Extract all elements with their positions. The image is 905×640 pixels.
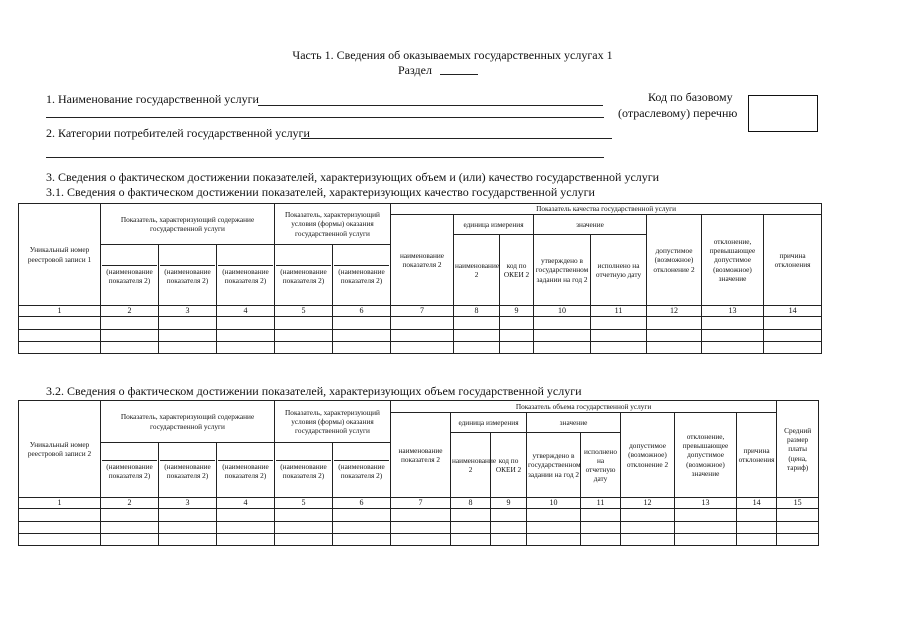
header-unique-number: Уникальный номер реестровой записи 1 (19, 204, 101, 306)
code-box[interactable] (748, 95, 818, 132)
table-cell[interactable] (19, 317, 101, 330)
table-cell[interactable] (647, 330, 702, 342)
column-number: 6 (333, 306, 391, 317)
column-number: 11 (591, 306, 647, 317)
column-number: 14 (764, 306, 822, 317)
table-cell[interactable] (777, 509, 819, 522)
table-cell[interactable] (764, 330, 822, 342)
table-cell[interactable] (391, 317, 454, 330)
table-cell[interactable] (591, 330, 647, 342)
table-cell[interactable] (101, 534, 159, 546)
table-cell[interactable] (275, 317, 333, 330)
table-row[interactable] (19, 330, 822, 342)
table-cell[interactable] (647, 317, 702, 330)
table-cell[interactable] (591, 342, 647, 354)
table-cell[interactable] (581, 509, 621, 522)
table-cell[interactable] (737, 509, 777, 522)
table-cell[interactable] (491, 522, 527, 534)
header-sub-indicator: (наименование показателя 2) (159, 245, 217, 306)
header-sub-indicator: (наименование показателя 2) (101, 245, 159, 306)
table-cell[interactable] (621, 522, 675, 534)
column-number-row (19, 306, 822, 317)
column-number: 1 (19, 306, 101, 317)
header-deviation-exceeding: отклонение, превышающее допустимое (возможное) значение (675, 413, 737, 498)
table-cell[interactable] (159, 534, 217, 546)
table-cell[interactable] (500, 342, 534, 354)
table-cell[interactable] (217, 534, 275, 546)
table-cell[interactable] (333, 522, 391, 534)
table-cell[interactable] (217, 509, 275, 522)
table-cell[interactable] (702, 330, 764, 342)
service-name-label: 1. Наименование государственной услуги (46, 92, 259, 106)
table-cell[interactable] (275, 534, 333, 546)
table-cell[interactable] (275, 522, 333, 534)
column-number: 8 (454, 306, 500, 317)
header-indicator-name: наименование показателя 2 (391, 215, 454, 306)
table-cell[interactable] (491, 509, 527, 522)
table-cell[interactable] (491, 534, 527, 546)
header-unit: единица измерения (454, 215, 534, 235)
volume-table (18, 400, 819, 546)
table-cell[interactable] (737, 522, 777, 534)
table-cell[interactable] (534, 317, 591, 330)
column-number: 3 (159, 306, 217, 317)
table-cell[interactable] (527, 534, 581, 546)
column-number: 5 (275, 306, 333, 317)
service-name-field-line2[interactable] (46, 117, 604, 118)
header-sub-indicator: (наименование показателя 2) (333, 443, 391, 498)
header-average-price: Средний размер платы (цена, тариф) (777, 401, 819, 498)
table-cell[interactable] (527, 522, 581, 534)
table-cell[interactable] (451, 522, 491, 534)
table-cell[interactable] (454, 342, 500, 354)
header-allowed-deviation: допустимое (возможное) отклонение 2 (621, 413, 675, 498)
table-cell[interactable] (101, 509, 159, 522)
consumers-field-line2[interactable] (46, 157, 604, 158)
column-number: 9 (500, 306, 534, 317)
table-cell[interactable] (19, 342, 101, 354)
table-cell[interactable] (500, 317, 534, 330)
table-cell[interactable] (19, 330, 101, 342)
consumers-field[interactable] (301, 138, 612, 139)
header-approved: утверждено в государственном задании на год 2 (534, 235, 591, 306)
code-label-line1: Код по базовому (648, 90, 733, 104)
table-cell[interactable] (217, 330, 275, 342)
header-conditions-indicator: Показатель, характеризующий условия (формы) оказания государственной услуги (275, 401, 391, 443)
table-cell[interactable] (451, 509, 491, 522)
table-cell[interactable] (333, 509, 391, 522)
table-row[interactable] (19, 509, 819, 522)
column-number: 7 (391, 498, 451, 509)
header-value: значение (527, 413, 621, 433)
column-number: 12 (647, 306, 702, 317)
table-cell[interactable] (454, 317, 500, 330)
table-cell[interactable] (675, 534, 737, 546)
header-conditions-indicator: Показатель, характеризующий условия (формы) оказания государственной услуги (275, 204, 391, 245)
table-cell[interactable] (101, 522, 159, 534)
header-sub-indicator: (наименование показателя 2) (275, 245, 333, 306)
table-cell[interactable] (702, 342, 764, 354)
table-cell[interactable] (675, 509, 737, 522)
header-executed: исполнено на отчетную дату (581, 433, 621, 498)
table-cell[interactable] (275, 509, 333, 522)
table-cell[interactable] (159, 330, 217, 342)
table-cell[interactable] (391, 509, 451, 522)
part-title: Часть 1. Сведения об оказываемых государственных услугах 1 (292, 48, 613, 62)
header-sub-indicator: (наименование показателя 2) (217, 443, 275, 498)
table-cell[interactable] (333, 317, 391, 330)
header-allowed-deviation: допустимое (возможное) отклонение 2 (647, 215, 702, 306)
code-label-line2: (отраслевому) перечню (618, 106, 738, 120)
table-cell[interactable] (534, 342, 591, 354)
table-cell[interactable] (333, 342, 391, 354)
table-cell[interactable] (591, 317, 647, 330)
table-cell[interactable] (391, 522, 451, 534)
service-name-field[interactable] (258, 105, 603, 106)
section-label: Раздел (398, 63, 432, 77)
table-cell[interactable] (581, 534, 621, 546)
table-cell[interactable] (217, 522, 275, 534)
table-cell[interactable] (19, 509, 101, 522)
table-cell[interactable] (19, 522, 101, 534)
header-unit: единица измерения (451, 413, 527, 433)
table-cell[interactable] (454, 330, 500, 342)
column-number: 10 (527, 498, 581, 509)
table-cell[interactable] (777, 534, 819, 546)
table-cell[interactable] (19, 534, 101, 546)
column-number: 12 (621, 498, 675, 509)
consumers-label: 2. Категории потребителей государственной услуги (46, 126, 310, 140)
column-number: 2 (101, 498, 159, 509)
header-indicator-name: наименование показателя 2 (391, 413, 451, 498)
table-cell[interactable] (101, 342, 159, 354)
header-content-indicator: Показатель, характеризующий содержание государственной услуги (101, 401, 275, 443)
table-cell[interactable] (391, 534, 451, 546)
table-cell[interactable] (275, 342, 333, 354)
header-okei: код по ОКЕИ 2 (491, 433, 527, 498)
table-row[interactable] (19, 342, 822, 354)
table-cell[interactable] (159, 342, 217, 354)
header-sub-indicator: (наименование показателя 2) (159, 443, 217, 498)
table-cell[interactable] (621, 534, 675, 546)
header-sub-indicator: (наименование показателя 2) (101, 443, 159, 498)
header-sub-indicator: (наименование показателя 2) (275, 443, 333, 498)
header-executed: исполнено на отчетную дату (591, 235, 647, 306)
section3-heading: 3. Сведения о фактическом достижении показателей, характеризующих объем и (или) качество государственной услуги (46, 170, 660, 184)
column-number-row (19, 498, 819, 509)
table-cell[interactable] (217, 317, 275, 330)
header-value: значение (534, 215, 647, 235)
header-sub-indicator: (наименование показателя 2) (217, 245, 275, 306)
header-content-indicator: Показатель, характеризующий содержание государственной услуги (101, 204, 275, 245)
table-row[interactable] (19, 522, 819, 534)
section32-heading: 3.2. Сведения о фактическом достижении показателей, характеризующих объем государственной услуги (46, 384, 582, 398)
table-cell[interactable] (451, 534, 491, 546)
table-cell[interactable] (159, 509, 217, 522)
column-number: 8 (451, 498, 491, 509)
header-quality-indicator: Показатель качества государственной услуги (391, 204, 822, 215)
table-cell[interactable] (333, 330, 391, 342)
header-sub-indicator: (наименование показателя 2) (333, 245, 391, 306)
section31-heading: 3.1. Сведения о фактическом достижении показателей, характеризующих качество государственной услуги (46, 185, 595, 199)
table-cell[interactable] (159, 317, 217, 330)
table-cell[interactable] (333, 534, 391, 546)
table-cell[interactable] (391, 330, 454, 342)
column-number: 13 (675, 498, 737, 509)
header-unit-name: наименование 2 (454, 235, 500, 306)
table-cell[interactable] (500, 330, 534, 342)
table-cell[interactable] (764, 342, 822, 354)
column-number: 6 (333, 498, 391, 509)
table-cell[interactable] (527, 509, 581, 522)
column-number: 10 (534, 306, 591, 317)
column-number: 13 (702, 306, 764, 317)
column-number: 7 (391, 306, 454, 317)
table-row[interactable] (19, 534, 819, 546)
column-number: 3 (159, 498, 217, 509)
table-cell[interactable] (275, 330, 333, 342)
column-number: 4 (217, 498, 275, 509)
header-deviation-reason: причина отклонения (764, 215, 822, 306)
column-number: 9 (491, 498, 527, 509)
table-cell[interactable] (159, 522, 217, 534)
quality-table (18, 203, 822, 354)
table-cell[interactable] (702, 317, 764, 330)
column-number: 11 (581, 498, 621, 509)
column-number: 5 (275, 498, 333, 509)
header-approved: утверждено в государственном задании на год 2 (527, 433, 581, 498)
table-cell[interactable] (581, 522, 621, 534)
column-number: 15 (777, 498, 819, 509)
section-number-field[interactable] (440, 74, 478, 75)
column-number: 14 (737, 498, 777, 509)
column-number: 4 (217, 306, 275, 317)
table-cell[interactable] (534, 330, 591, 342)
table-cell[interactable] (675, 522, 737, 534)
header-okei: код по ОКЕИ 2 (500, 235, 534, 306)
column-number: 1 (19, 498, 101, 509)
table-cell[interactable] (647, 342, 702, 354)
header-deviation-reason: причина отклонения (737, 413, 777, 498)
column-number: 2 (101, 306, 159, 317)
table-cell[interactable] (621, 509, 675, 522)
table-cell[interactable] (391, 342, 454, 354)
table-cell[interactable] (101, 330, 159, 342)
table-row[interactable] (19, 317, 822, 330)
table-cell[interactable] (737, 534, 777, 546)
table-cell[interactable] (764, 317, 822, 330)
header-unit-name: наименование 2 (451, 433, 491, 498)
table-cell[interactable] (217, 342, 275, 354)
header-volume-indicator: Показатель объема государственной услуги (391, 401, 777, 413)
header-deviation-exceeding: отклонение, превышающее допустимое (возможное) значение (702, 215, 764, 306)
table-cell[interactable] (777, 522, 819, 534)
table-cell[interactable] (101, 317, 159, 330)
header-unique-number: Уникальный номер реестровой записи 2 (19, 401, 101, 498)
